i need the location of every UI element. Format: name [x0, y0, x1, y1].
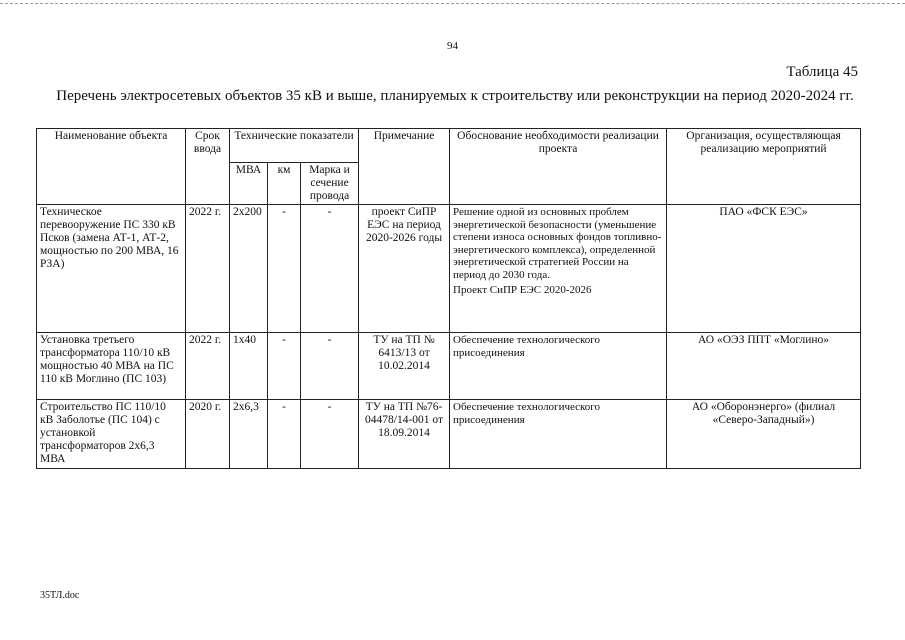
- table-label: Таблица 45: [786, 64, 858, 80]
- cell-wire: -: [301, 205, 359, 333]
- document-title: Перечень электросетевых объектов 35 кВ и выше, планируемых к строительству или реконструкции на период 2020-2024 гг.: [56, 88, 854, 104]
- cell-wire: -: [301, 333, 359, 400]
- table-row: [37, 400, 861, 469]
- cell-object-name: Строительство ПС 110/10 кВ Заболотье (ПС 104) с установкой трансформаторов 2х6,3 МВА: [37, 400, 186, 469]
- col-header-name: Наименование объекта: [37, 129, 186, 205]
- cell-note: проект СиПР ЕЭС на период 2020-2026 годы: [359, 205, 450, 333]
- cell-term: 2022 г.: [186, 205, 230, 333]
- table-row: [37, 333, 861, 400]
- cell-justification: [450, 205, 667, 333]
- cell-note: ТУ на ТП № 6413/13 от 10.02.2014: [359, 333, 450, 400]
- col-header-note: Примечание: [359, 129, 450, 205]
- cell-wire: -: [301, 400, 359, 469]
- header-row: [37, 129, 861, 163]
- cell-km: -: [268, 333, 301, 400]
- col-header-justification: Обоснование необходимости реализации проекта: [450, 129, 667, 205]
- page-number: 94: [447, 40, 458, 52]
- cell-term: 2022 г.: [186, 333, 230, 400]
- cell-mva: 1x40: [230, 333, 268, 400]
- cell-term: 2020 г.: [186, 400, 230, 469]
- col-header-mva: МВА: [230, 163, 268, 205]
- cell-object-name: Техническое перевооружение ПС 330 кВ Псков (замена АТ-1, АТ-2, мощностью по 200 МВА, 16 РЗА): [37, 205, 186, 333]
- cell-organization: АО «ОЭЗ ППТ «Моглино»: [667, 333, 861, 400]
- table-row: [37, 205, 861, 333]
- cell-justification: Обеспечение технологического присоединения: [450, 333, 667, 400]
- cell-justification: Обеспечение технологического присоединения: [450, 400, 667, 469]
- col-header-km: км: [268, 163, 301, 205]
- cell-km: -: [268, 400, 301, 469]
- cell-mva: 2x200: [230, 205, 268, 333]
- cell-object-name: Установка третьего трансформатора 110/10 кВ мощностью 40 МВА на ПС 110 кВ Моглино (ПС 103): [37, 333, 186, 400]
- cell-note: ТУ на ТП №76-04478/14-001 от 18.09.2014: [359, 400, 450, 469]
- col-header-tech: Технические показатели: [230, 129, 359, 163]
- cell-mva: 2x6,3: [230, 400, 268, 469]
- objects-table: [36, 128, 861, 469]
- col-header-wire: Марка и сечение провода: [301, 163, 359, 205]
- footer-filename: 35ТЛ.doc: [40, 590, 80, 601]
- cell-organization: ПАО «ФСК ЕЭС»: [667, 205, 861, 333]
- cell-km: -: [268, 205, 301, 333]
- col-header-organization: Организация, осуществляющая реализацию мероприятий: [667, 129, 861, 205]
- cell-organization: АО «Оборонэнерго» (филиал «Северо-Западный»): [667, 400, 861, 469]
- col-header-term: Срок ввода: [186, 129, 230, 205]
- scan-edge-line: [0, 3, 905, 4]
- justification-text: Решение одной из основных проблем энергетической безопасности (уменьшение степени износа основных фондов топливно-энергетического комплекса), определенной энергетической стратегией России на период до 2030 года.: [453, 206, 662, 281]
- justification-reference: Проект СиПР ЕЭС 2020-2026: [453, 284, 592, 296]
